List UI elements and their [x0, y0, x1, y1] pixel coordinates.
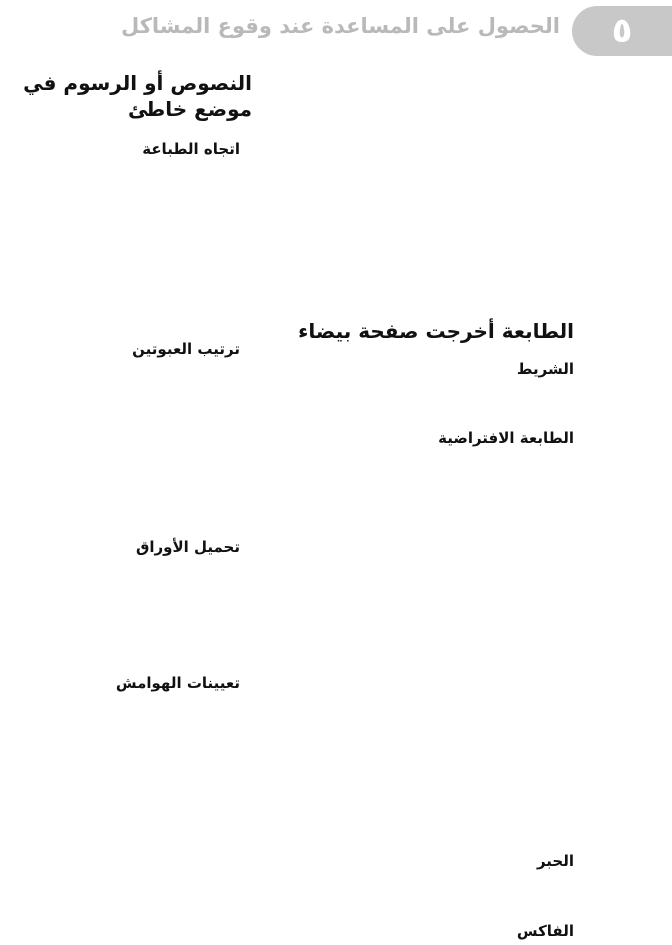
chapter-title: الحصول على المساعدة عند وقوع المشاكل	[120, 14, 560, 38]
topic-fax: الفاكس	[516, 922, 574, 940]
topic-cartridge-order: ترتيب العبوتين	[132, 340, 240, 358]
topic-paper-loading: تحميل الأوراق	[135, 538, 240, 556]
topic-print-orientation: اتجاه الطباعة	[142, 140, 240, 158]
topic-tape: الشريط	[516, 360, 574, 378]
topic-default-printer: الطابعة الافتراضية	[438, 429, 574, 447]
section-heading-blank-page: الطابعة أخرجت صفحة بيضاء	[298, 319, 574, 343]
chapter-badge	[572, 6, 672, 56]
section-heading-misplaced-text: النصوص أو الرسوم في موضع خاطئ	[23, 71, 252, 121]
topic-ink: الحبر	[536, 852, 574, 870]
chapter-number: ٥	[611, 11, 633, 51]
topic-margin-settings: تعيينات الهوامش	[115, 674, 240, 692]
